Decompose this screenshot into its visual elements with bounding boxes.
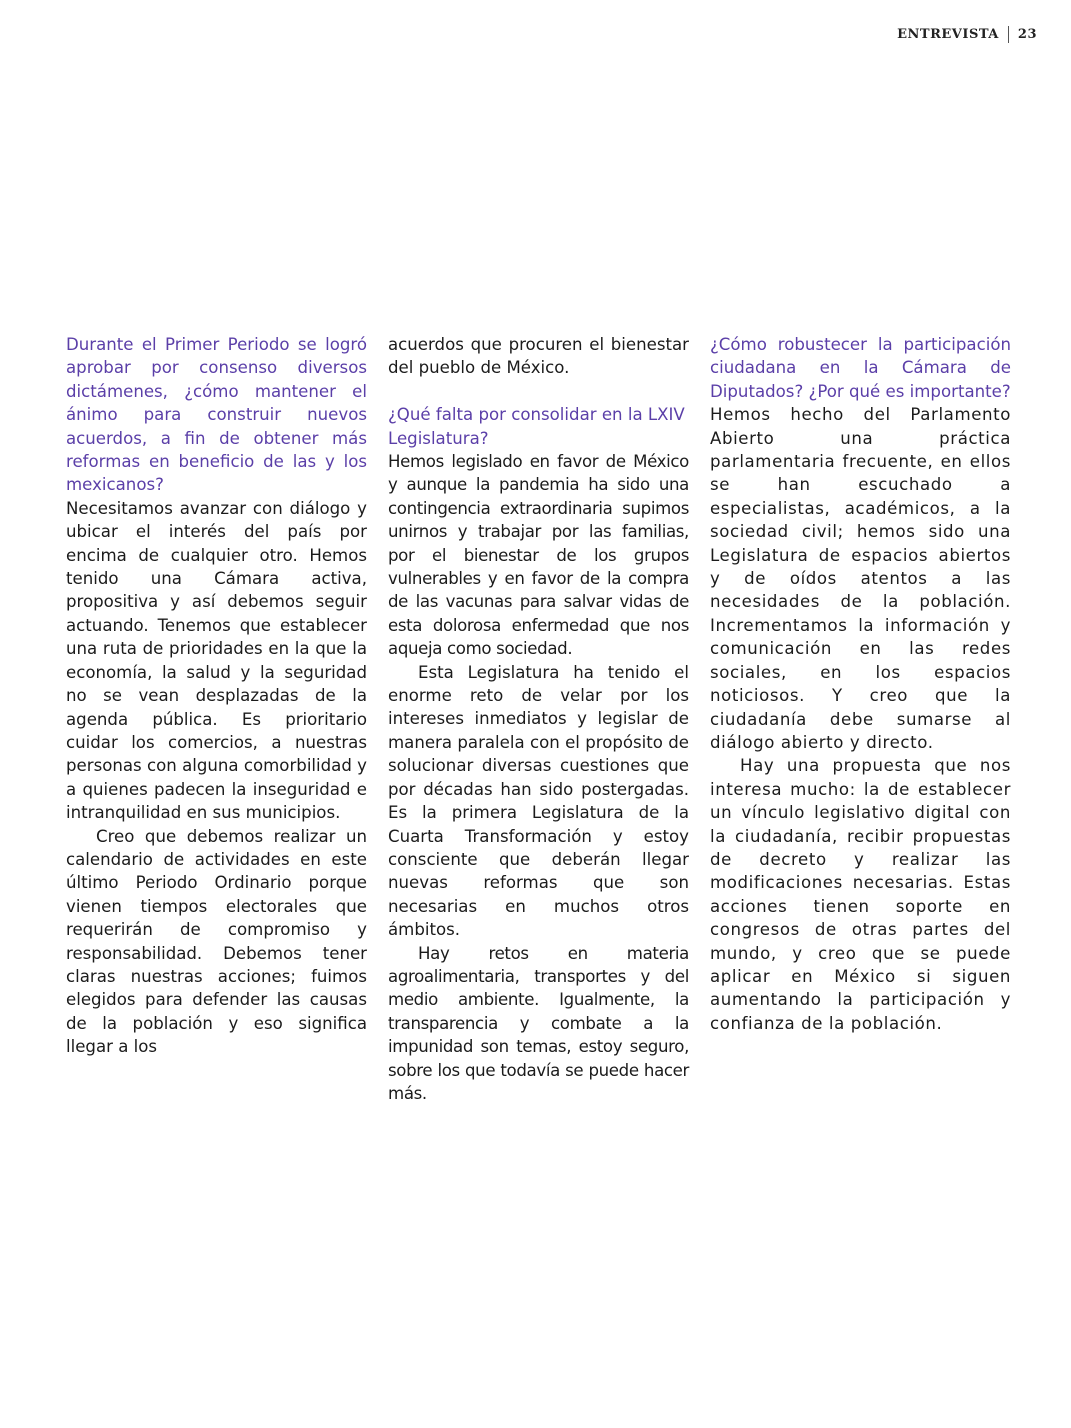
header-divider: [1008, 26, 1009, 43]
page-number: 23: [1017, 27, 1037, 42]
answer-2-paragraph-1: Hemos legislado en favor de México y aunque la pandemia ha sido una contingencia extraordinaria supimos unirnos y trabajar por las familias, por el bienestar de los grupos vulnerables y en favor de la compra de las vacunas para salvar vidas de esta dolorosa enfermedad que nos aqueja como sociedad.: [388, 452, 689, 659]
column-1: [66, 333, 367, 1059]
answer-3-paragraph-1: Hemos hecho del Parlamento Abierto una práctica parlamentaria frecuente, en ellos se han escuchado a especialistas, académicos, a la sociedad civil; hemos sido una Legislatura de espacios abiertos y de oídos atentos a las necesidades de la población. Incrementamos la información y comunicación en las redes sociales, en los espacios noticiosos. Y creo que la ciudadanía debe sumarse al diálogo abierto y directo.: [710, 405, 1011, 752]
answer-1-paragraph-1: Necesitamos avanzar con diálogo y ubicar el interés del país por encima de cualquier otro. Hemos tenido una Cámara activa, propositiva y así debemos seguir actuando. Tenemos que establecer una ruta de prioridades en la que la economía, la salud y la seguridad no se vean desplazadas de la agenda pública. Es prioritario cuidar los comercios, a nuestras personas con alguna comorbilidad y a quienes padecen la inseguridad e intranquilidad en sus municipios.: [66, 498, 367, 823]
running-header: [897, 26, 1037, 43]
question-3: ¿Cómo robustecer la participación ciudadana en la Cámara de Diputados? ¿Por qué es importante?: [710, 335, 1011, 401]
answer-2-paragraph-2: Esta Legislatura ha tenido el enorme reto de velar por los intereses inmediatos y legislar de manera paralela con el propósito de solucionar diversas cuestiones que por décadas han sido postergadas. Es la primera Legislatura de la Cuarta Transformación y estoy consciente que deberán llegar nuevas reformas que son necesarias en muchos otros ámbitos.: [388, 662, 689, 940]
question-2: ¿Qué falta por consolidar en la LXIV Legislatura?: [388, 405, 685, 448]
question-1: Durante el Primer Periodo se logró aprobar por consenso diversos dictámenes, ¿cómo mantener el ánimo para construir nuevos acuerdos, a fin de obtener más reformas en beneficio de las y los mexicanos?: [66, 335, 367, 495]
answer-1-paragraph-2: Creo que debemos realizar un calendario de actividades en este último Periodo Ordinario porque vienen tiempos electorales que requerirán de compromiso y responsabilidad. Debemos tener claras nuestras acciones; fuimos elegidos para defender las causas de la población y eso significa llegar a los: [66, 826, 367, 1057]
column-2: [388, 333, 689, 1105]
answer-1-continuation: acuerdos que procuren el bienestar del pueblo de México.: [388, 335, 689, 378]
section-label: ENTREVISTA: [897, 27, 999, 42]
column-3: [710, 333, 1011, 1035]
answer-2-paragraph-3: Hay retos en materia agroalimentaria, transportes y del medio ambiente. Igualmente, la transparencia y combate a la impunidad son temas, estoy seguro, sobre los que todavía se puede hacer más.: [388, 943, 689, 1103]
answer-3-paragraph-2: Hay una propuesta que nos interesa mucho: la de establecer un vínculo legislativo digital con la ciudadanía, recibir propuestas de decreto y realizar las modificaciones necesarias. Estas acciones tienen soporte en congresos de otras partes del mundo, y creo que se puede aplicar en México si siguen aumentando la participación y confianza de la población.: [710, 756, 1011, 1033]
